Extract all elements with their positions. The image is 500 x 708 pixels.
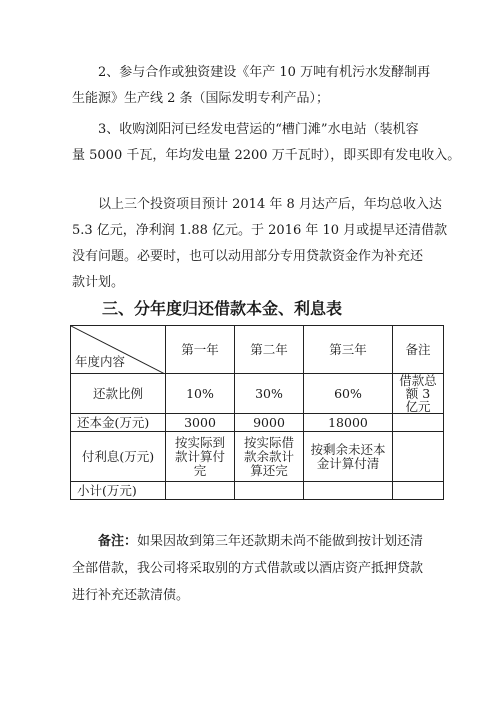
row-label: 小计(万元): [71, 482, 166, 500]
table-cell: [235, 482, 304, 500]
text-line: 全部借款，我公司将采取别的方式借款或以酒店资产抵押贷款: [72, 561, 424, 576]
header-cell: 第二年: [235, 326, 304, 374]
row-label: 还本金(万元): [71, 414, 166, 432]
corner-label: 年度内容: [75, 354, 126, 369]
cell-text: 按实际借款余款计算还完: [243, 434, 294, 478]
text-line: 2、参与合作或独资建设《年产 10 万吨有机污水发酵制再: [98, 65, 431, 80]
text-line: 5.3 亿元，净利润 1.88 亿元。于 2016 年 10 月或提早还清借款: [72, 223, 448, 238]
row-label: 还款比例: [71, 374, 166, 414]
header-cell: 第三年: [304, 326, 393, 374]
table-row: [71, 432, 444, 482]
text-line: 3、收购浏阳河已经发电营运的“槽门滩”水电站（装机容: [98, 122, 419, 137]
text-line: 没有问题。必要时，也可以动用部分专用贷款资金作为补充还: [72, 249, 424, 264]
table-cell: 3000: [166, 414, 235, 432]
text-line: 款计划。: [72, 275, 125, 290]
note-label: 备注：: [98, 534, 138, 549]
text-line: 以上三个投资项目预计 2014 年 8 月达产后，年均总收入达: [98, 197, 442, 212]
note-paragraph: [72, 528, 442, 609]
cell-text: 按实际到款计算付完: [174, 434, 225, 478]
table-cell: [393, 414, 444, 432]
item-2-paragraph: [72, 60, 444, 112]
text-line: [72, 528, 442, 555]
table-cell: [393, 432, 444, 482]
text-line: 生能源》生产线 2 条（国际发明专利产品）；: [72, 91, 330, 106]
table-cell: [304, 482, 393, 500]
table-row: [71, 374, 444, 414]
table-header-row: [71, 326, 444, 374]
remark-cell: [393, 374, 444, 414]
table-cell: [166, 432, 235, 482]
table-cell: 10%: [166, 374, 235, 414]
table-cell: 18000: [304, 414, 393, 432]
table-cell: [304, 432, 393, 482]
cell-text: 按剩余未还本金计算付清: [310, 441, 386, 471]
remark-text: 借款总额 3 亿元: [399, 373, 437, 414]
section-title: 三、分年度归还借款本金、利息表: [102, 299, 343, 318]
table-cell: [235, 432, 304, 482]
table-cell: [166, 482, 235, 500]
table-row: [71, 414, 444, 432]
table-corner-cell: [71, 326, 166, 374]
table-cell: 30%: [235, 374, 304, 414]
header-cell: 第一年: [166, 326, 235, 374]
header-cell: 备注: [393, 326, 444, 374]
repayment-table: [70, 325, 444, 500]
table-cell: 60%: [304, 374, 393, 414]
text-line: 量 5000 千瓦，年均发电量 2200 万千瓦时），即买即有发电收入。: [72, 148, 461, 163]
item-3-paragraph: [72, 117, 461, 169]
table-cell: 9000: [235, 414, 304, 432]
table-row: [71, 482, 444, 500]
note-text: 如果因故到第三年还款期未尚不能做到按计划还清: [137, 534, 424, 549]
text-line: 进行补充还款清债。: [72, 588, 190, 603]
summary-paragraph: [72, 192, 448, 296]
row-label: 付利息(万元): [71, 432, 166, 482]
table-cell: [393, 482, 444, 500]
